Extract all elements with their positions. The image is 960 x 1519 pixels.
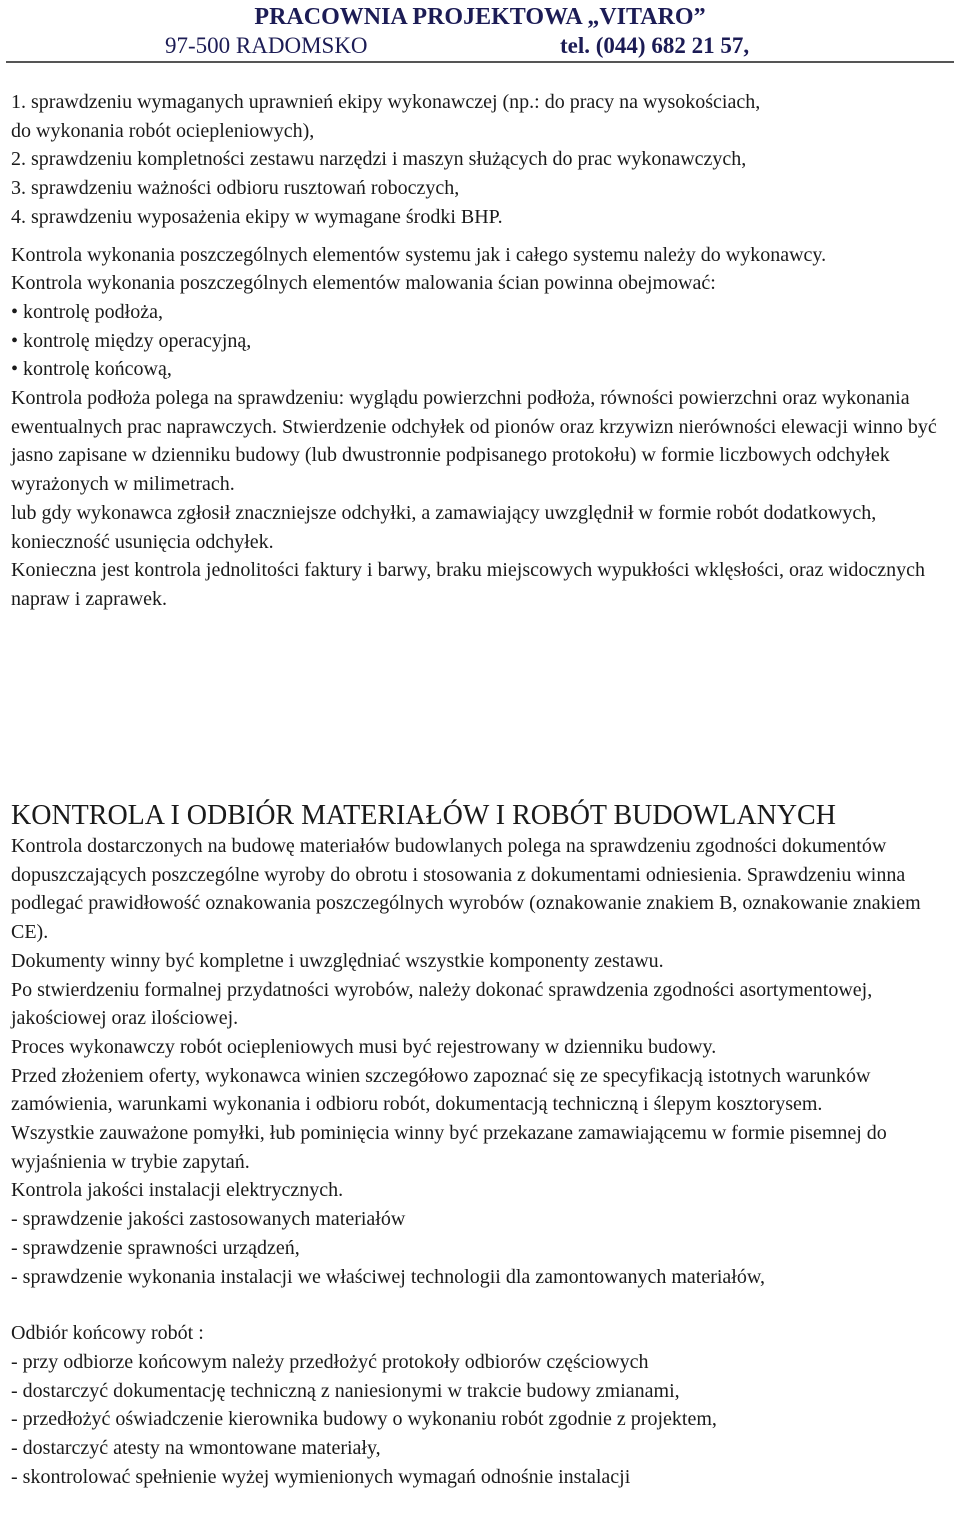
paragraph: Dokumenty winny być kompletne i uwzględniać wszystkie komponenty zestawu. — [11, 949, 664, 972]
spacer — [11, 1291, 956, 1319]
paragraph-control-walls: Kontrola wykonania poszczególnych elementów malowania ścian powinna obejmować: — [11, 272, 716, 295]
final-item: - dostarczyć atesty na wmontowane materiały, — [11, 1437, 381, 1460]
paragraph: Przed złożeniem oferty, wykonawca winien szczegółowo zapoznać się ze specyfikacją istotnych warunków zamówienia, warunkami wykonania i odbioru robót, dokumentacją techniczną i ślepym kosztorysem. — [11, 1064, 871, 1116]
final-item: - przedłożyć oświadczenie kierownika budowy o wykonaniu robót zgodnie z projektem, — [11, 1408, 717, 1431]
bullet-item: • kontrolę podłoża, — [11, 298, 951, 327]
page-header — [0, 0, 960, 62]
checklist-item: do wykonania robót ociepleniowych), — [11, 119, 315, 142]
header-divider — [6, 61, 954, 63]
section-acceptance — [11, 832, 956, 1491]
paragraph-texture: Konieczna jest kontrola jednolitości faktury i barwy, braku miejscowych wypukłości wklęsłości, oraz widocznych napraw i zaprawek. — [11, 559, 926, 610]
checklist-item: 2. sprawdzeniu kompletności zestawu narzędzi i maszyn służących do prac wykonawczych, — [11, 148, 747, 171]
paragraph: Proces wykonawczy robót ociepleniowych musi być rejestrowany w dzienniku budowy. — [11, 1035, 717, 1058]
final-acceptance-title: Odbiór końcowy robót : — [11, 1322, 204, 1345]
electrical-item: - sprawdzenie wykonania instalacji we właściwej technologii dla zamontowanych materiałów, — [11, 1265, 765, 1288]
spacer — [11, 232, 951, 241]
company-name: PRACOWNIA PROJEKTOWA „VITARO” — [254, 4, 706, 30]
electrical-item: - sprawdzenie jakości zastosowanych materiałów — [11, 1208, 406, 1231]
paragraph: Wszystkie zauważone pomyłki, łub pominięcia winny być przekazane zamawiającemu w formie pisemnej do wyjaśnienia w trybie zapytań. — [11, 1122, 887, 1173]
checklist-item: 3. sprawdzeniu ważności odbioru rusztowań roboczych, — [11, 177, 460, 200]
bullet-item: • kontrolę między operacyjną, — [11, 327, 951, 356]
final-item: - dostarczyć dokumentację techniczną z naniesionymi w trakcie budowy zmianami, — [11, 1379, 680, 1402]
paragraph-control-system: Kontrola wykonania poszczególnych elementów systemu jak i całego systemu należy do wykonawcy. — [11, 243, 827, 266]
paragraph: Po stwierdzeniu formalnej przydatności wyrobów, należy dokonać sprawdzenia zgodności asortymentowej, jakościowej oraz ilościowej. — [11, 978, 873, 1030]
paragraph: Kontrola jakości instalacji elektrycznych. — [11, 1179, 344, 1202]
address-row — [0, 31, 960, 61]
section-inspection — [11, 88, 951, 614]
electrical-item: - sprawdzenie sprawności urządzeń, — [11, 1236, 300, 1259]
checklist-item: 1. sprawdzeniu wymaganych uprawnień ekipy wykonawczej (np.: do pracy na wysokościach, — [11, 91, 761, 113]
company-phone: tel. (044) 682 21 57, — [560, 33, 750, 58]
final-item: - przy odbiorze końcowym należy przedłożyć protokoły odbiorów częściowych — [11, 1350, 649, 1373]
company-city: 97-500 RADOMSKO — [165, 33, 368, 58]
final-item: - skontrolować spełnienie wyżej wymienionych wymagań odnośnie instalacji — [11, 1465, 631, 1488]
bullet-item: • kontrolę końcową, — [11, 355, 951, 384]
paragraph-contractor: lub gdy wykonawca zgłosił znaczniejsze odchyłki, a zamawiający uwzględnił w formie robót dodatkowych, konieczność usunięcia odchyłek. — [11, 501, 877, 553]
paragraph-substrate: Kontrola podłoża polega na sprawdzeniu: wyglądu powierzchni podłoża, równości powierzchni oraz wykonania ewentualnych prac naprawczych. Stwierdzenie odchyłek od pionów oraz krzywizn nierówności elewacji winno być jasno zapisane w dzienniku budowy (lub dwustronnie podpisanego protokołu) w formie liczbowych odchyłek wyrażonych w milimetrach. — [11, 387, 937, 496]
paragraph: Kontrola dostarczonych na budowę materiałów budowlanych polega na sprawdzeniu zgodności dokumentów dopuszczających poszczególne wyroby do obrotu i stosowania z dokumentami odniesienia. Sprawdzeniu winna podlegać prawidłowość oznakowania poszczególnych wyrobów (oznakowanie znakiem B, oznakowanie znakiem CE). — [11, 835, 921, 944]
section-heading: KONTROLA I ODBIÓR MATERIAŁÓW I ROBÓT BUDOWLANYCH — [11, 800, 836, 831]
checklist-item: 4. sprawdzeniu wyposażenia ekipy w wymagane środki BHP. — [11, 205, 503, 228]
